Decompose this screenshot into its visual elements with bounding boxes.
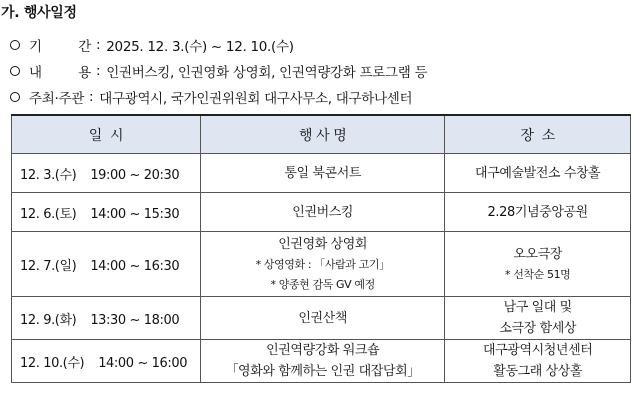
cell-place	[445, 154, 631, 193]
cell-datetime	[12, 193, 201, 232]
table-row	[12, 297, 631, 340]
table-row	[12, 232, 631, 297]
header-label: 장 소	[520, 127, 555, 144]
event-note: * 양종현 감독 GV 예정	[270, 277, 375, 291]
cell-place	[445, 193, 631, 232]
info-value: 2025. 12. 3.(수) ~ 12. 10.(수)	[106, 39, 294, 55]
section-title: 가. 행사일정	[1, 5, 77, 21]
place-line: 대구예술발전소 수창홀	[475, 165, 601, 181]
info-content	[10, 61, 427, 81]
table-row	[12, 154, 631, 193]
place-line: 남구 일대 및	[503, 300, 572, 315]
cell-event	[200, 232, 444, 297]
cell-time: 19:00 ~ 20:30	[90, 167, 180, 183]
cell-event	[200, 193, 444, 232]
cell-date: 12. 3.(수)	[20, 167, 77, 183]
cell-datetime	[12, 340, 201, 383]
event-line: 인권영화 상영회	[278, 236, 368, 252]
event-line: 「영화와 함께하는 인권 대잡담회」	[225, 364, 420, 379]
table-header-row	[12, 115, 631, 154]
info-key-char: 간	[78, 39, 91, 55]
cell-datetime	[12, 232, 201, 297]
place-line: 활동그래 상상홀	[493, 364, 583, 379]
cell-time: 14:00 ~ 16:00	[98, 355, 188, 371]
schedule-table	[11, 114, 631, 383]
info-key-char: 용	[78, 65, 91, 81]
table-row	[12, 340, 631, 383]
info-organizers	[10, 87, 412, 107]
event-line: 인권역량강화 워크숍	[266, 343, 380, 358]
place-line: 2.28기념중앙공원	[487, 204, 588, 220]
place-line: 오오극장	[513, 246, 563, 262]
info-separator: :	[88, 89, 94, 105]
info-value: 인권버스킹, 인권영화 상영회, 인권역량강화 프로그램 등	[106, 65, 428, 81]
info-separator: :	[96, 37, 101, 53]
info-period	[10, 35, 294, 55]
cell-place	[445, 297, 631, 340]
cell-place	[445, 340, 631, 383]
cell-date: 12. 10.(수)	[20, 355, 85, 371]
circle-bullet-icon	[10, 92, 20, 102]
info-value: 대구광역시, 국가인권위원회 대구사무소, 대구하나센터	[99, 91, 413, 107]
header-label: 일 시	[88, 127, 124, 144]
header-label: 행 사 명	[298, 127, 347, 144]
cell-date: 12. 6.(토)	[20, 206, 77, 222]
cell-datetime	[12, 297, 201, 340]
cell-place	[445, 232, 631, 297]
cell-time: 14:00 ~ 15:30	[90, 206, 180, 222]
circle-bullet-icon	[10, 40, 20, 50]
header-datetime	[12, 115, 201, 154]
cell-event	[200, 297, 444, 340]
cell-event	[200, 154, 444, 193]
info-key	[29, 35, 91, 55]
cell-time: 14:00 ~ 16:30	[90, 258, 180, 274]
cell-time: 13:30 ~ 18:00	[90, 312, 180, 328]
event-note: * 상영영화 : 「사람과 고기」	[255, 257, 390, 271]
info-key-char: 내	[29, 65, 42, 81]
table-row	[12, 193, 631, 232]
cell-date: 12. 7.(일)	[20, 258, 77, 274]
cell-event	[200, 340, 444, 383]
info-key: 주최·주관	[29, 91, 84, 107]
header-place	[445, 115, 631, 154]
place-line: 대구광역시청년센터	[482, 343, 593, 358]
place-note: * 선착순 51명	[505, 267, 571, 281]
header-event	[200, 115, 444, 154]
info-key-char: 기	[29, 39, 42, 55]
event-line: 통일 북콘서트	[284, 165, 362, 181]
cell-datetime	[12, 154, 201, 193]
circle-bullet-icon	[10, 66, 20, 76]
event-line: 인권산책	[298, 310, 347, 326]
info-key	[29, 61, 91, 81]
cell-date: 12. 9.(화)	[20, 312, 77, 328]
info-separator: :	[96, 63, 101, 79]
event-line: 인권버스킹	[292, 204, 354, 220]
place-line: 소극장 함세상	[499, 321, 577, 336]
